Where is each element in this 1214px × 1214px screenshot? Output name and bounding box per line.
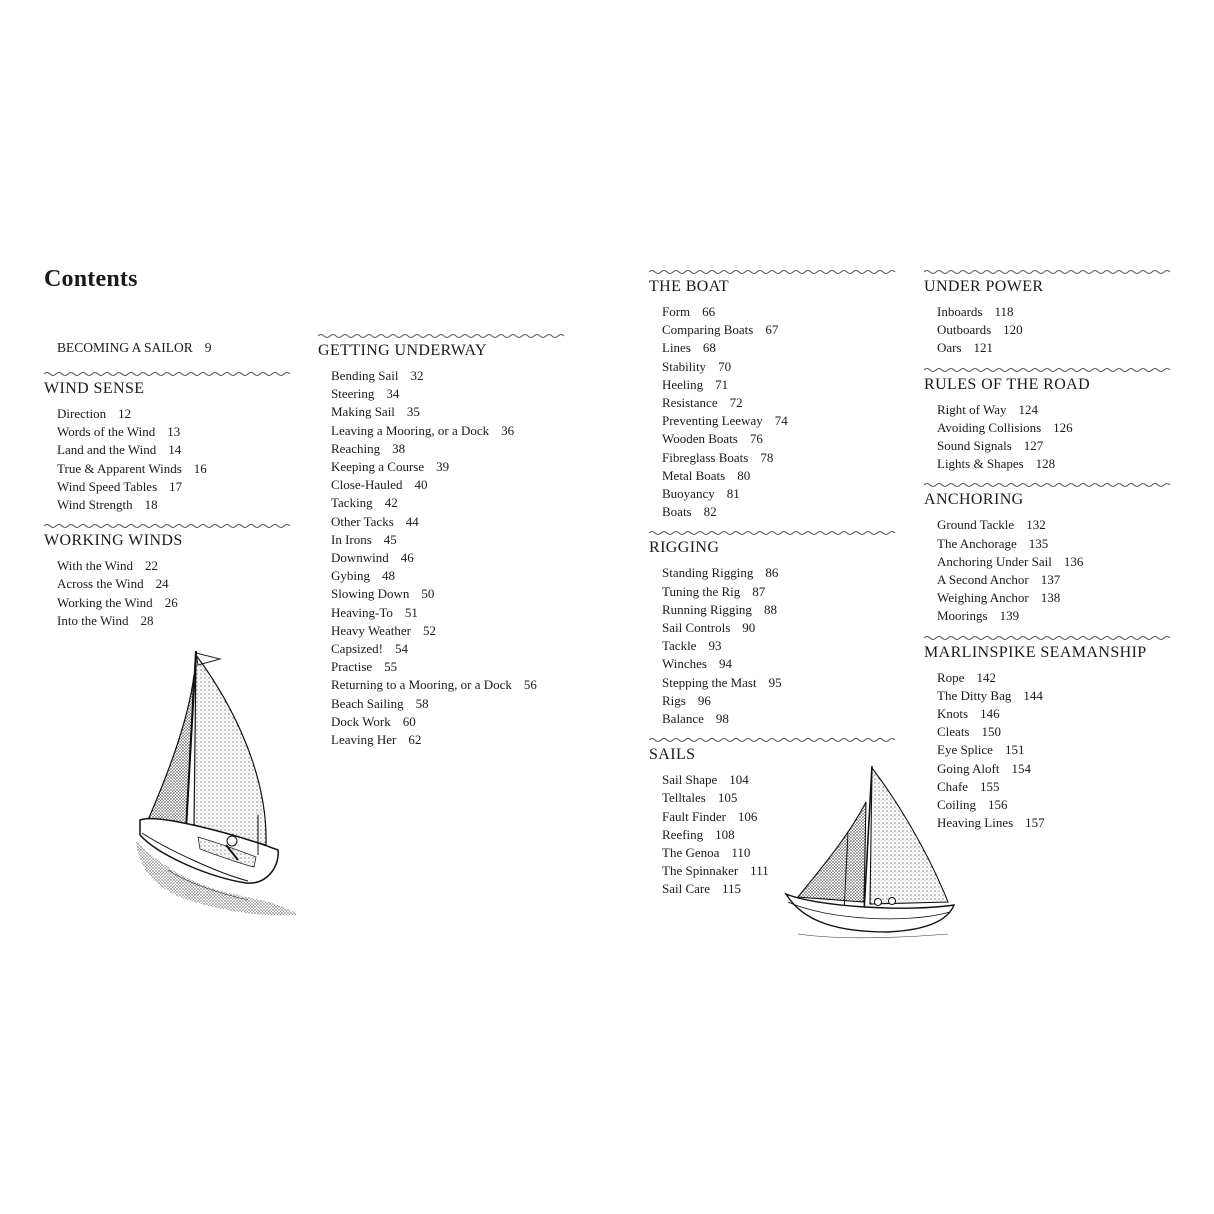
- toc-entry[interactable]: [662, 394, 899, 412]
- toc-section: [44, 522, 294, 630]
- entry-page: 93: [708, 638, 722, 654]
- toc-entry[interactable]: [937, 339, 1174, 357]
- entry-list: [649, 564, 899, 728]
- toc-entry[interactable]: [937, 303, 1174, 321]
- wave-divider: [924, 268, 1172, 276]
- wave-divider: [924, 366, 1172, 374]
- entry-label: Tuning the Rig: [662, 583, 741, 599]
- toc-entry[interactable]: [937, 607, 1174, 625]
- entry-label: True & Apparent Winds: [57, 460, 182, 476]
- entry-page: 58: [415, 695, 429, 711]
- entry-page: 82: [703, 504, 717, 520]
- entry-label: Knots: [937, 706, 969, 722]
- entry-page: 156: [988, 797, 1008, 813]
- section-title: WIND SENSE: [44, 380, 145, 397]
- entry-label: The Spinnaker: [662, 863, 739, 879]
- entry-page: 51: [404, 604, 418, 620]
- entry-label: Leaving a Mooring, or a Dock: [331, 422, 490, 438]
- entry-page: 132: [1026, 517, 1046, 533]
- toc-entry[interactable]: [662, 692, 899, 710]
- toc-entry[interactable]: [937, 321, 1174, 339]
- entry-label: Tackle: [662, 638, 697, 654]
- entry-label: Reaching: [331, 440, 381, 456]
- entry-label: Bending Sail: [331, 368, 399, 383]
- entry-page: 17: [169, 478, 183, 494]
- entry-page: 68: [702, 340, 716, 356]
- entry-label: The Genoa: [662, 845, 720, 861]
- entry-label: Wind Strength: [57, 497, 133, 513]
- entry-page: 72: [729, 395, 743, 411]
- toc-section: [924, 481, 1174, 625]
- entry-page: 18: [144, 497, 158, 513]
- toc-entry[interactable]: [937, 535, 1174, 553]
- toc-entry[interactable]: [662, 467, 899, 485]
- entry-page: 12: [118, 406, 132, 421]
- toc-column-1: [44, 370, 294, 630]
- entry-page: 66: [702, 304, 716, 319]
- entry-label: Eye Splice: [937, 742, 993, 758]
- toc-entry[interactable]: [331, 731, 568, 749]
- entry-label: Outboards: [937, 322, 992, 338]
- entry-label: Heaving-To: [331, 604, 393, 620]
- entry-page: 96: [697, 692, 711, 708]
- toc-entry[interactable]: [937, 589, 1174, 607]
- catboat-illustration: [778, 762, 963, 942]
- entry-page: 74: [774, 413, 788, 429]
- entry-label: Gybing: [331, 568, 370, 584]
- entry-page: 87: [752, 583, 766, 599]
- entry-page: 42: [384, 495, 398, 511]
- entry-page: 71: [715, 376, 729, 392]
- entry-label: Sail Controls: [662, 620, 731, 636]
- entry-label: Right of Way: [937, 401, 1007, 417]
- entry-label: Other Tacks: [331, 513, 394, 529]
- toc-entry[interactable]: [331, 658, 568, 676]
- entry-page: 32: [410, 368, 424, 383]
- sloop-heeling-illustration: [128, 645, 303, 920]
- entry-page: 78: [760, 449, 774, 465]
- toc-entry[interactable]: [937, 401, 1174, 419]
- entry-label: Keeping a Course: [331, 459, 425, 475]
- entry-page: 24: [155, 576, 169, 592]
- section-title: RIGGING: [649, 539, 720, 557]
- toc-entry[interactable]: [57, 423, 294, 441]
- toc-section: [318, 332, 568, 749]
- toc-entry[interactable]: [331, 695, 568, 713]
- entry-label: Winches: [662, 656, 707, 672]
- entry-label: Sail Care: [662, 881, 711, 897]
- toc-entry[interactable]: [331, 531, 568, 549]
- toc-entry[interactable]: [331, 549, 568, 567]
- entry-label: Boats: [662, 504, 692, 520]
- entry-page: 90: [742, 620, 756, 636]
- toc-section: [924, 268, 1174, 358]
- toc-entry[interactable]: [662, 485, 899, 503]
- entry-label: Lights & Shapes: [937, 456, 1024, 472]
- entry-page: 111: [750, 863, 769, 879]
- entry-page: 70: [718, 358, 732, 374]
- toc-entry[interactable]: [331, 640, 568, 658]
- entry-page: 22: [144, 558, 158, 574]
- entry-page: 138: [1040, 590, 1061, 606]
- entry-label: Direction: [57, 406, 107, 421]
- section-title: SAILS: [649, 746, 696, 764]
- toc-entry[interactable]: [662, 430, 899, 448]
- entry-label: Ground Tackle: [937, 517, 1015, 533]
- entry-label: Weighing Anchor: [937, 590, 1029, 606]
- toc-entry[interactable]: [331, 585, 568, 603]
- toc-entry[interactable]: [662, 655, 899, 673]
- entry-page: 154: [1011, 760, 1031, 776]
- entry-label: Resistance: [662, 395, 718, 411]
- entry-page: 104: [729, 772, 749, 788]
- entry-label: In Irons: [331, 531, 372, 547]
- toc-entry[interactable]: [331, 476, 568, 494]
- entry-label: Balance: [662, 711, 704, 727]
- entry-page: 155: [980, 778, 1000, 794]
- entry-label: Form: [662, 304, 691, 319]
- wave-divider: [924, 634, 1172, 642]
- toc-entry[interactable]: [662, 339, 899, 357]
- entry-page: 144: [1023, 687, 1043, 703]
- entry-label: Land and the Wind: [57, 442, 157, 458]
- entry-label: Fibreglass Boats: [662, 449, 749, 465]
- entry-page: 60: [402, 713, 416, 729]
- toc-entry[interactable]: [331, 385, 568, 403]
- entry-label: Going Aloft: [937, 760, 1000, 776]
- entry-label: Heaving Lines: [937, 815, 1014, 831]
- toc-intro-entry[interactable]: [57, 340, 212, 356]
- entry-label: Downwind: [331, 550, 389, 566]
- entry-label: Coiling: [937, 797, 977, 813]
- entry-page: 81: [726, 486, 740, 502]
- entry-page: 136: [1063, 553, 1084, 569]
- entry-label: Stability: [662, 358, 707, 374]
- entry-label: Avoiding Collisions: [937, 419, 1042, 435]
- entry-label: Standing Rigging: [662, 565, 754, 581]
- toc-entry[interactable]: [662, 303, 899, 321]
- entry-page: 45: [383, 531, 397, 547]
- entry-page: 9: [204, 340, 212, 355]
- entry-label: Rigs: [662, 692, 686, 708]
- section-title: GETTING UNDERWAY: [318, 342, 487, 359]
- toc-entry[interactable]: [331, 713, 568, 731]
- entry-label: With the Wind: [57, 558, 133, 574]
- toc-column-2: [318, 332, 568, 749]
- entry-label: The Anchorage: [937, 535, 1017, 551]
- entry-label: Tacking: [331, 495, 373, 511]
- entry-page: 80: [737, 467, 751, 483]
- toc-entry[interactable]: [937, 687, 1174, 705]
- wave-divider: [318, 332, 566, 340]
- section-title: UNDER POWER: [924, 278, 1044, 295]
- toc-entry[interactable]: [662, 710, 899, 728]
- toc-entry[interactable]: [331, 604, 568, 622]
- entry-page: 94: [718, 656, 732, 672]
- entry-page: 105: [717, 790, 738, 806]
- toc-entry[interactable]: [57, 496, 294, 514]
- toc-entry[interactable]: [662, 564, 899, 582]
- entry-label: Sound Signals: [937, 438, 1012, 454]
- entry-page: 98: [715, 711, 729, 727]
- entry-page: 120: [1003, 322, 1023, 338]
- toc-entry[interactable]: [662, 674, 899, 692]
- toc-entry[interactable]: [331, 440, 568, 458]
- entry-label: Comparing Boats: [662, 322, 754, 338]
- entry-label: Sail Shape: [662, 772, 718, 788]
- entry-page: 115: [722, 881, 742, 897]
- entry-page: 16: [193, 460, 207, 476]
- section-title: RULES OF THE ROAD: [924, 375, 1091, 393]
- entry-page: 62: [408, 732, 422, 748]
- entry-page: 48: [382, 568, 395, 584]
- toc-entry[interactable]: [662, 376, 899, 394]
- toc-entry[interactable]: [57, 557, 294, 575]
- entry-page: 137: [1040, 572, 1061, 588]
- entry-page: 67: [765, 322, 779, 338]
- toc-entry[interactable]: [331, 622, 568, 640]
- section-title: ANCHORING: [924, 491, 1024, 509]
- entry-label: Fault Finder: [662, 808, 726, 824]
- entry-label: Dock Work: [331, 713, 391, 729]
- entry-label: Heeling: [662, 376, 704, 392]
- entry-label: Heavy Weather: [331, 622, 411, 638]
- wave-divider: [649, 736, 897, 744]
- entry-list: [649, 303, 899, 521]
- toc-entry[interactable]: [937, 796, 1174, 814]
- entry-list: [924, 401, 1174, 474]
- entry-page: 88: [763, 601, 777, 617]
- entry-page: 106: [737, 808, 758, 824]
- entry-label: Beach Sailing: [331, 695, 404, 711]
- entry-page: 124: [1018, 401, 1038, 417]
- entry-page: 110: [731, 845, 751, 861]
- toc-entry[interactable]: [937, 741, 1174, 759]
- toc-entry[interactable]: [662, 583, 899, 601]
- entry-page: 44: [405, 513, 419, 529]
- toc-entry[interactable]: [662, 449, 899, 467]
- entry-page: 118: [994, 304, 1014, 319]
- entry-page: 35: [406, 404, 420, 420]
- entry-page: 36: [501, 422, 515, 438]
- entry-page: 34: [386, 386, 400, 402]
- entry-list: [44, 557, 294, 630]
- entry-page: 108: [715, 826, 735, 842]
- section-title: THE BOAT: [649, 278, 730, 295]
- entry-label: Close-Hauled: [331, 477, 403, 493]
- entry-label: Into the Wind: [57, 612, 129, 628]
- toc-entry[interactable]: [331, 513, 568, 531]
- toc-entry[interactable]: [937, 553, 1174, 571]
- toc-entry[interactable]: [937, 571, 1174, 589]
- entry-page: 121: [973, 340, 994, 356]
- entry-list: [318, 367, 568, 749]
- wave-divider: [924, 481, 1172, 489]
- toc-entry[interactable]: [937, 705, 1174, 723]
- entry-page: 150: [981, 724, 1001, 740]
- toc-entry[interactable]: [57, 460, 294, 478]
- wave-divider: [649, 268, 897, 276]
- entry-page: 76: [749, 431, 763, 447]
- entry-label: Stepping the Mast: [662, 674, 757, 690]
- entry-page: 126: [1053, 419, 1073, 435]
- toc-section: [649, 268, 899, 521]
- toc-entry[interactable]: [937, 723, 1174, 741]
- toc-entry[interactable]: [662, 503, 899, 521]
- entry-label: BECOMING A SAILOR: [57, 340, 193, 355]
- entry-list: [44, 405, 294, 514]
- entry-label: Anchoring Under Sail: [937, 553, 1052, 569]
- entry-page: 146: [980, 706, 1000, 722]
- toc-entry[interactable]: [57, 594, 294, 612]
- entry-label: Telltales: [662, 790, 706, 806]
- toc-entry[interactable]: [662, 412, 899, 430]
- entry-label: Cleats: [937, 724, 970, 740]
- entry-label: Chafe: [937, 778, 969, 794]
- toc-entry[interactable]: [937, 814, 1174, 832]
- entry-label: Returning to a Mooring, or a Dock: [331, 677, 512, 693]
- toc-entry[interactable]: [331, 367, 568, 385]
- entry-label: Moorings: [937, 608, 988, 624]
- toc-section: [649, 529, 899, 728]
- entry-page: 135: [1028, 535, 1049, 551]
- entry-label: Rope: [937, 669, 965, 685]
- entry-label: Inboards: [937, 304, 983, 319]
- toc-entry[interactable]: [57, 478, 294, 496]
- entry-page: 46: [400, 550, 414, 566]
- toc-entry[interactable]: [57, 441, 294, 459]
- entry-label: The Ditty Bag: [937, 687, 1012, 703]
- entry-page: 142: [976, 669, 996, 685]
- section-title: WORKING WINDS: [44, 532, 183, 550]
- toc-entry[interactable]: [937, 455, 1174, 473]
- entry-page: 151: [1004, 742, 1025, 758]
- entry-label: Metal Boats: [662, 467, 726, 483]
- toc-section: [924, 366, 1174, 474]
- entry-label: Across the Wind: [57, 576, 144, 592]
- toc-entry[interactable]: [57, 405, 294, 423]
- toc-entry[interactable]: [331, 567, 568, 585]
- entry-label: Oars: [937, 340, 962, 356]
- wave-divider: [649, 529, 897, 537]
- entry-page: 13: [167, 424, 181, 440]
- toc-column-4: [924, 268, 1174, 832]
- page-title: Contents: [44, 266, 138, 292]
- entry-page: 128: [1035, 456, 1056, 472]
- toc-section: [44, 370, 294, 514]
- entry-label: Working the Wind: [57, 594, 153, 610]
- toc-entry[interactable]: [937, 669, 1174, 687]
- toc-entry[interactable]: [662, 637, 899, 655]
- entry-label: Reefing: [662, 826, 704, 842]
- entry-page: 40: [414, 477, 428, 493]
- toc-entry[interactable]: [331, 458, 568, 476]
- entry-page: 139: [999, 608, 1020, 624]
- entry-label: Preventing Leeway: [662, 413, 763, 429]
- toc-entry[interactable]: [662, 619, 899, 637]
- entry-page: 55: [384, 659, 398, 675]
- entry-label: A Second Anchor: [937, 572, 1029, 588]
- entry-label: Words of the Wind: [57, 424, 156, 440]
- entry-label: Wooden Boats: [662, 431, 738, 447]
- entry-page: 38: [392, 440, 406, 456]
- entry-label: Lines: [662, 340, 691, 356]
- toc-entry[interactable]: [662, 601, 899, 619]
- entry-page: 95: [768, 674, 782, 690]
- toc-entry[interactable]: [937, 778, 1174, 796]
- toc-entry[interactable]: [662, 358, 899, 376]
- entry-label: Steering: [331, 386, 375, 402]
- entry-list: [924, 303, 1174, 358]
- entry-page: 86: [765, 565, 779, 581]
- toc-entry[interactable]: [331, 494, 568, 512]
- entry-page: 28: [140, 612, 154, 628]
- toc-entry[interactable]: [331, 403, 568, 421]
- toc-entry[interactable]: [937, 419, 1174, 437]
- toc-entry[interactable]: [331, 422, 568, 440]
- entry-label: Buoyancy: [662, 486, 715, 502]
- entry-page: 54: [394, 641, 408, 657]
- entry-page: 26: [164, 594, 178, 610]
- entry-page: 52: [422, 622, 436, 638]
- entry-label: Making Sail: [331, 404, 395, 420]
- toc-entry[interactable]: [57, 612, 294, 630]
- toc-entry[interactable]: [937, 437, 1174, 455]
- entry-page: 127: [1023, 438, 1044, 454]
- entry-page: 157: [1025, 815, 1045, 831]
- toc-entry[interactable]: [662, 321, 899, 339]
- entry-label: Leaving Her: [331, 732, 397, 748]
- entry-page: 14: [168, 442, 182, 458]
- entry-label: Practise: [331, 659, 373, 675]
- wave-divider: [44, 522, 292, 530]
- toc-entry[interactable]: [331, 676, 568, 694]
- entry-label: Slowing Down: [331, 586, 410, 602]
- entry-label: Running Rigging: [662, 601, 752, 617]
- entry-page: 39: [436, 459, 450, 475]
- entry-page: 56: [523, 677, 537, 693]
- toc-entry[interactable]: [57, 575, 294, 593]
- toc-entry[interactable]: [937, 760, 1174, 778]
- entry-page: 50: [421, 586, 435, 602]
- wave-divider: [44, 370, 292, 378]
- entry-label: Wind Speed Tables: [57, 478, 158, 494]
- entry-label: Capsized!: [331, 641, 383, 657]
- section-title: MARLINSPIKE SEAMANSHIP: [924, 643, 1147, 661]
- entry-list: [924, 516, 1174, 625]
- toc-entry[interactable]: [937, 516, 1174, 534]
